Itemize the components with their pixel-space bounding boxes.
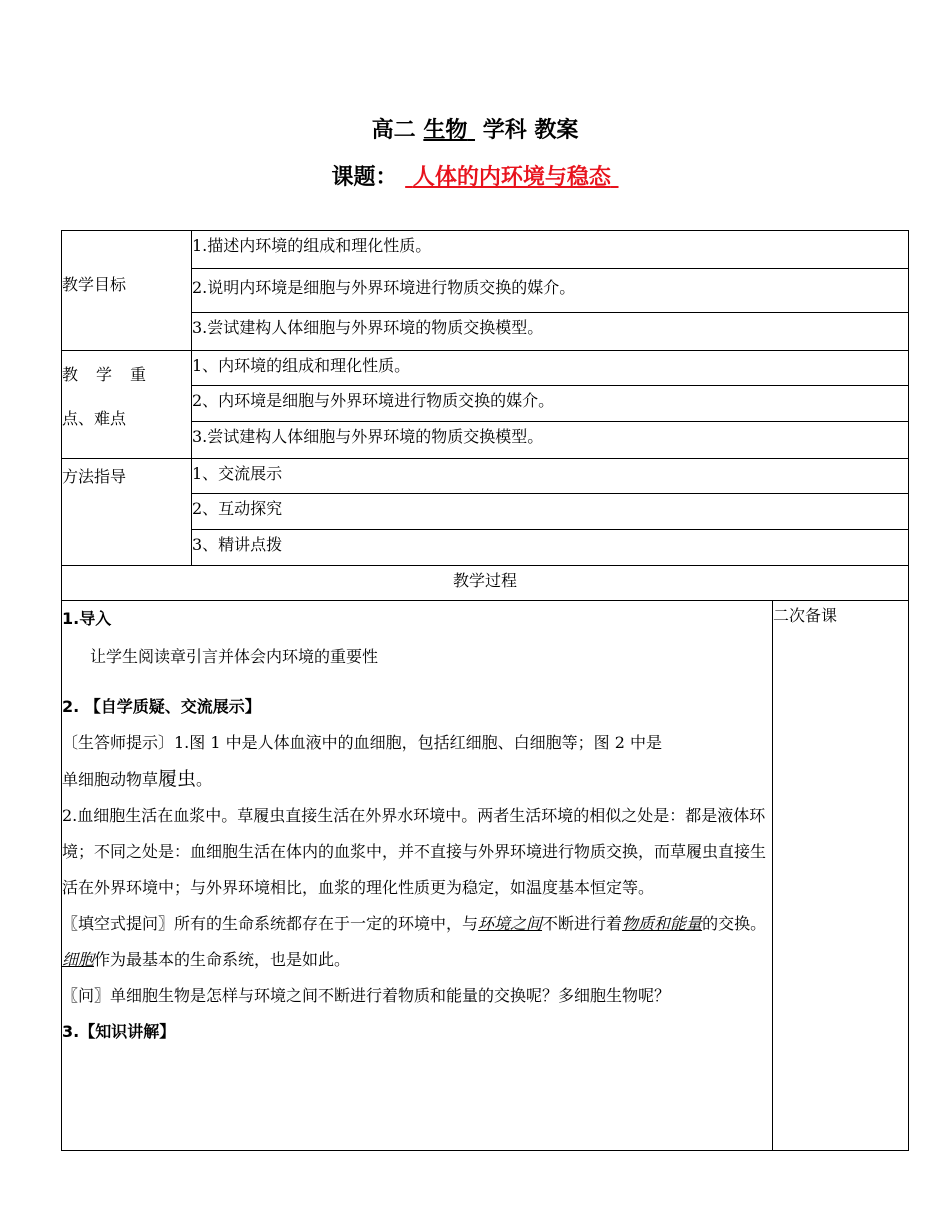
section-1-title: 1.导入 — [62, 609, 112, 628]
method-item: 1、交流展示 — [192, 459, 909, 494]
title-prefix: 高二 — [371, 118, 416, 143]
process-header: 教学过程 — [452, 571, 517, 590]
objectives-label: 教学目标 — [62, 231, 192, 351]
method-item: 3、精讲点拨 — [192, 530, 909, 566]
paragraph-1: 〔生答师提示〕1.图 1 中是人体血液中的血细胞，包括红细胞、白细胞等；图 2 中是 单细胞动物草履虫。 — [62, 733, 662, 790]
side-notes-label: 二次备课 — [773, 606, 838, 625]
objective-item: 3.尝试建构人体细胞与外界环境的物质交换模型。 — [192, 313, 909, 351]
lesson-plan-table — [61, 230, 909, 1151]
paragraph-3: 〖填空式提问〗所有的生命系统都存在于一定的环境中，与环境之间不断进行着物质和能量的交换。细胞作为最基本的生命系统，也是如此。 — [62, 914, 767, 969]
process-header-cell — [62, 566, 909, 601]
section-3-title: 3.【知识讲解】 — [62, 1022, 176, 1041]
methods-label: 方法指导 — [62, 459, 192, 566]
key-points-label: 教 学 重 点、难点 — [62, 351, 192, 459]
key-point-item: 3.尝试建构人体细胞与外界环境的物质交换模型。 — [192, 422, 909, 459]
key-point-item: 1、内环境的组成和理化性质。 — [192, 351, 909, 386]
lesson-label: 课题： — [331, 165, 398, 190]
title-suffix: 学科 教案 — [482, 118, 579, 143]
process-content — [62, 601, 773, 1151]
side-notes — [773, 601, 909, 1151]
objective-item: 2.说明内环境是细胞与外界环境进行物质交换的媒介。 — [192, 269, 909, 313]
title-subject: 生物 — [423, 118, 468, 143]
paragraph-2: 2.血细胞生活在血浆中。草履虫直接生活在外界水环境中。两者生活环境的相似之处是：都是液体环境；不同之处是：血细胞生活在体内的血浆中，并不直接与外界环境进行物质交换，而草履虫直接生活在外界环境中；与外界环境相比，血浆的理化性质更为稳定，如温度基本恒定等。 — [62, 806, 767, 897]
document-title — [0, 113, 950, 144]
method-item: 2、互动探究 — [192, 494, 909, 530]
section-2-title: 2. 【自学质疑、交流展示】 — [62, 697, 261, 716]
paragraph-4: 〖问〗单细胞生物是怎样与环境之间不断进行着物质和能量的交换呢？多细胞生物呢？ — [62, 986, 671, 1005]
lesson-title: 人体的内环境与稳态 — [412, 165, 611, 190]
lesson-title-line — [0, 160, 950, 191]
section-1-text: 让学生阅读章引言并体会内环境的重要性 — [90, 647, 379, 666]
objective-item: 1.描述内环境的组成和理化性质。 — [192, 231, 909, 269]
key-point-item: 2、内环境是细胞与外界环境进行物质交换的媒介。 — [192, 386, 909, 422]
